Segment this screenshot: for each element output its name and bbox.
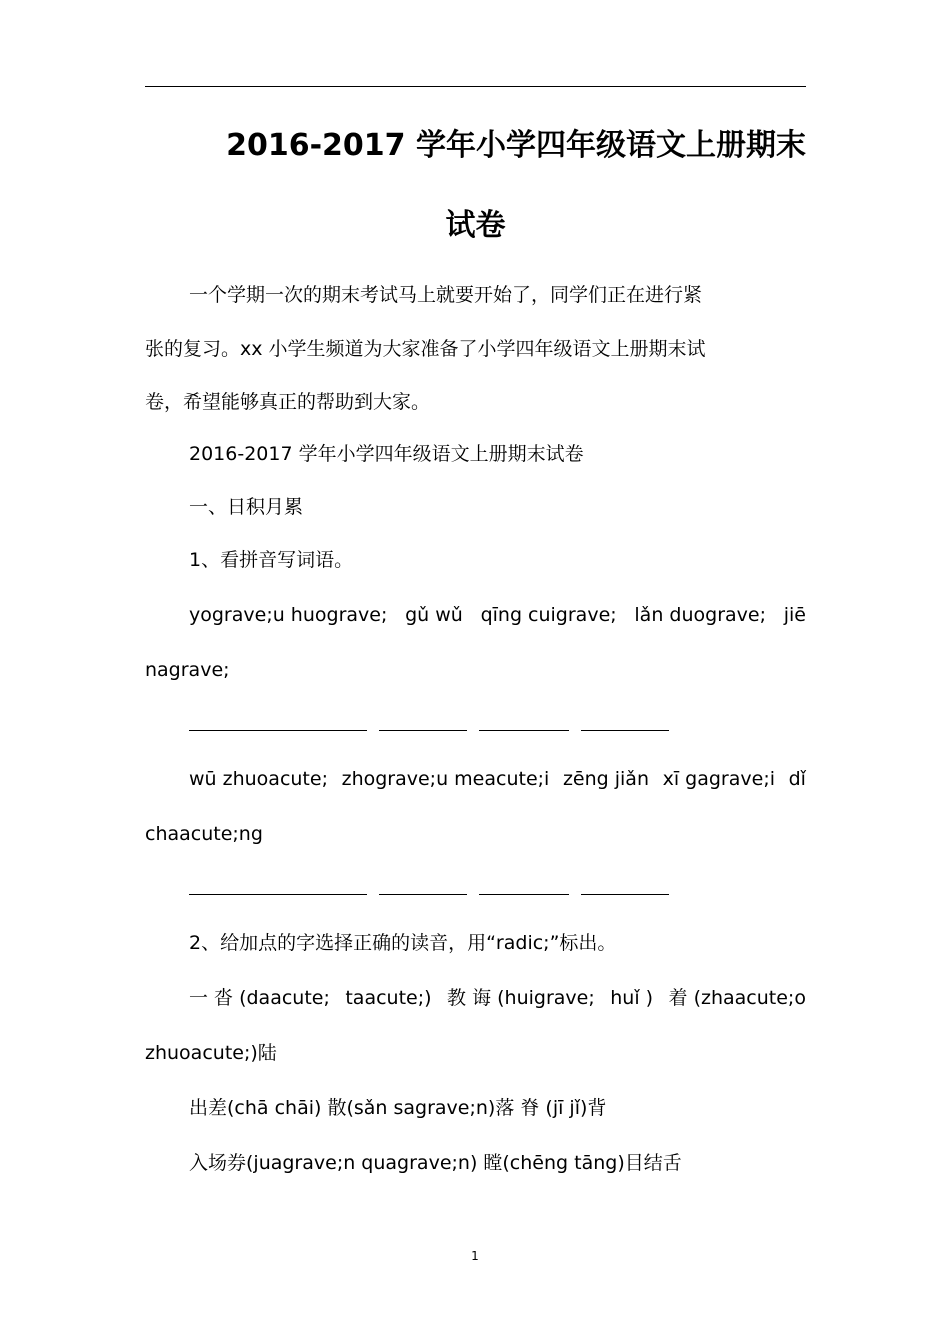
- pinyin-row-2-continuation: chaacute;ng: [145, 823, 263, 845]
- pinyin-item: yograve;u huograve;: [189, 604, 388, 626]
- reading-line-2: 出差(chā chāi) 散(sǎn sagrave;n)落 脊 (jī jǐ)背: [189, 1097, 607, 1119]
- pinyin-item: qīng cuigrave;: [480, 604, 617, 626]
- pinyin-item: jiē: [783, 604, 806, 626]
- pinyin-item: xī gagrave;i: [662, 768, 776, 790]
- reading-item: huǐ ): [610, 987, 654, 1009]
- answer-blank[interactable]: [581, 730, 669, 731]
- document-title-line-2: 试卷: [445, 208, 506, 243]
- answer-blank[interactable]: [379, 730, 467, 731]
- question-1-label: 1、看拼音写词语。: [189, 549, 354, 571]
- pinyin-item: zhograve;u meacute;i: [341, 768, 550, 790]
- answer-blank[interactable]: [189, 730, 367, 731]
- reading-line-1: [189, 985, 806, 1011]
- reading-line-3: 入场券(juagrave;n quagrave;n) 瞠(chēng tāng)目结舌: [189, 1152, 682, 1174]
- pinyin-item: zēng jiǎn: [562, 768, 649, 790]
- reading-item: taacute;): [345, 987, 432, 1009]
- answer-blank[interactable]: [479, 730, 569, 731]
- answer-blank[interactable]: [379, 894, 467, 895]
- answer-blank[interactable]: [581, 894, 669, 895]
- intro-text: 一个学期一次的期末考试马上就要开始了，同学们正在进行紧: [189, 284, 703, 306]
- pinyin-row-1: [189, 602, 806, 628]
- answer-blank[interactable]: [479, 894, 569, 895]
- pinyin-item: dǐ: [788, 768, 806, 790]
- reading-item: 一 沓 (daacute;: [189, 987, 330, 1009]
- document-title-line-1: 2016-2017 学年小学四年级语文上册期末: [226, 128, 806, 163]
- reading-line-1-continuation: zhuoacute;)陆: [145, 1042, 277, 1064]
- section-heading: 一、日积月累: [189, 496, 304, 518]
- header-rule: [145, 86, 806, 87]
- pinyin-item: lǎn duograve;: [634, 604, 766, 626]
- page-number: 1: [471, 1249, 479, 1263]
- reading-item: 教 诲 (huigrave;: [447, 987, 595, 1009]
- pinyin-item: gǔ wǔ: [405, 604, 463, 626]
- reading-item: 着 (zhaacute;o: [668, 987, 806, 1009]
- intro-line-1: [189, 282, 806, 308]
- pinyin-row-2: [189, 766, 806, 792]
- pinyin-row-1-continuation: nagrave;: [145, 659, 230, 681]
- question-2-label: 2、给加点的字选择正确的读音，用“radic;”标出。: [189, 932, 617, 954]
- intro-line-3: 卷，希望能够真正的帮助到大家。: [145, 391, 431, 413]
- intro-line-2: 张的复习。xx 小学生频道为大家准备了小学四年级语文上册期末试: [145, 338, 706, 360]
- answer-blank[interactable]: [189, 894, 367, 895]
- subtitle: 2016-2017 学年小学四年级语文上册期末试卷: [189, 443, 584, 465]
- pinyin-item: wū zhuoacute;: [189, 768, 328, 790]
